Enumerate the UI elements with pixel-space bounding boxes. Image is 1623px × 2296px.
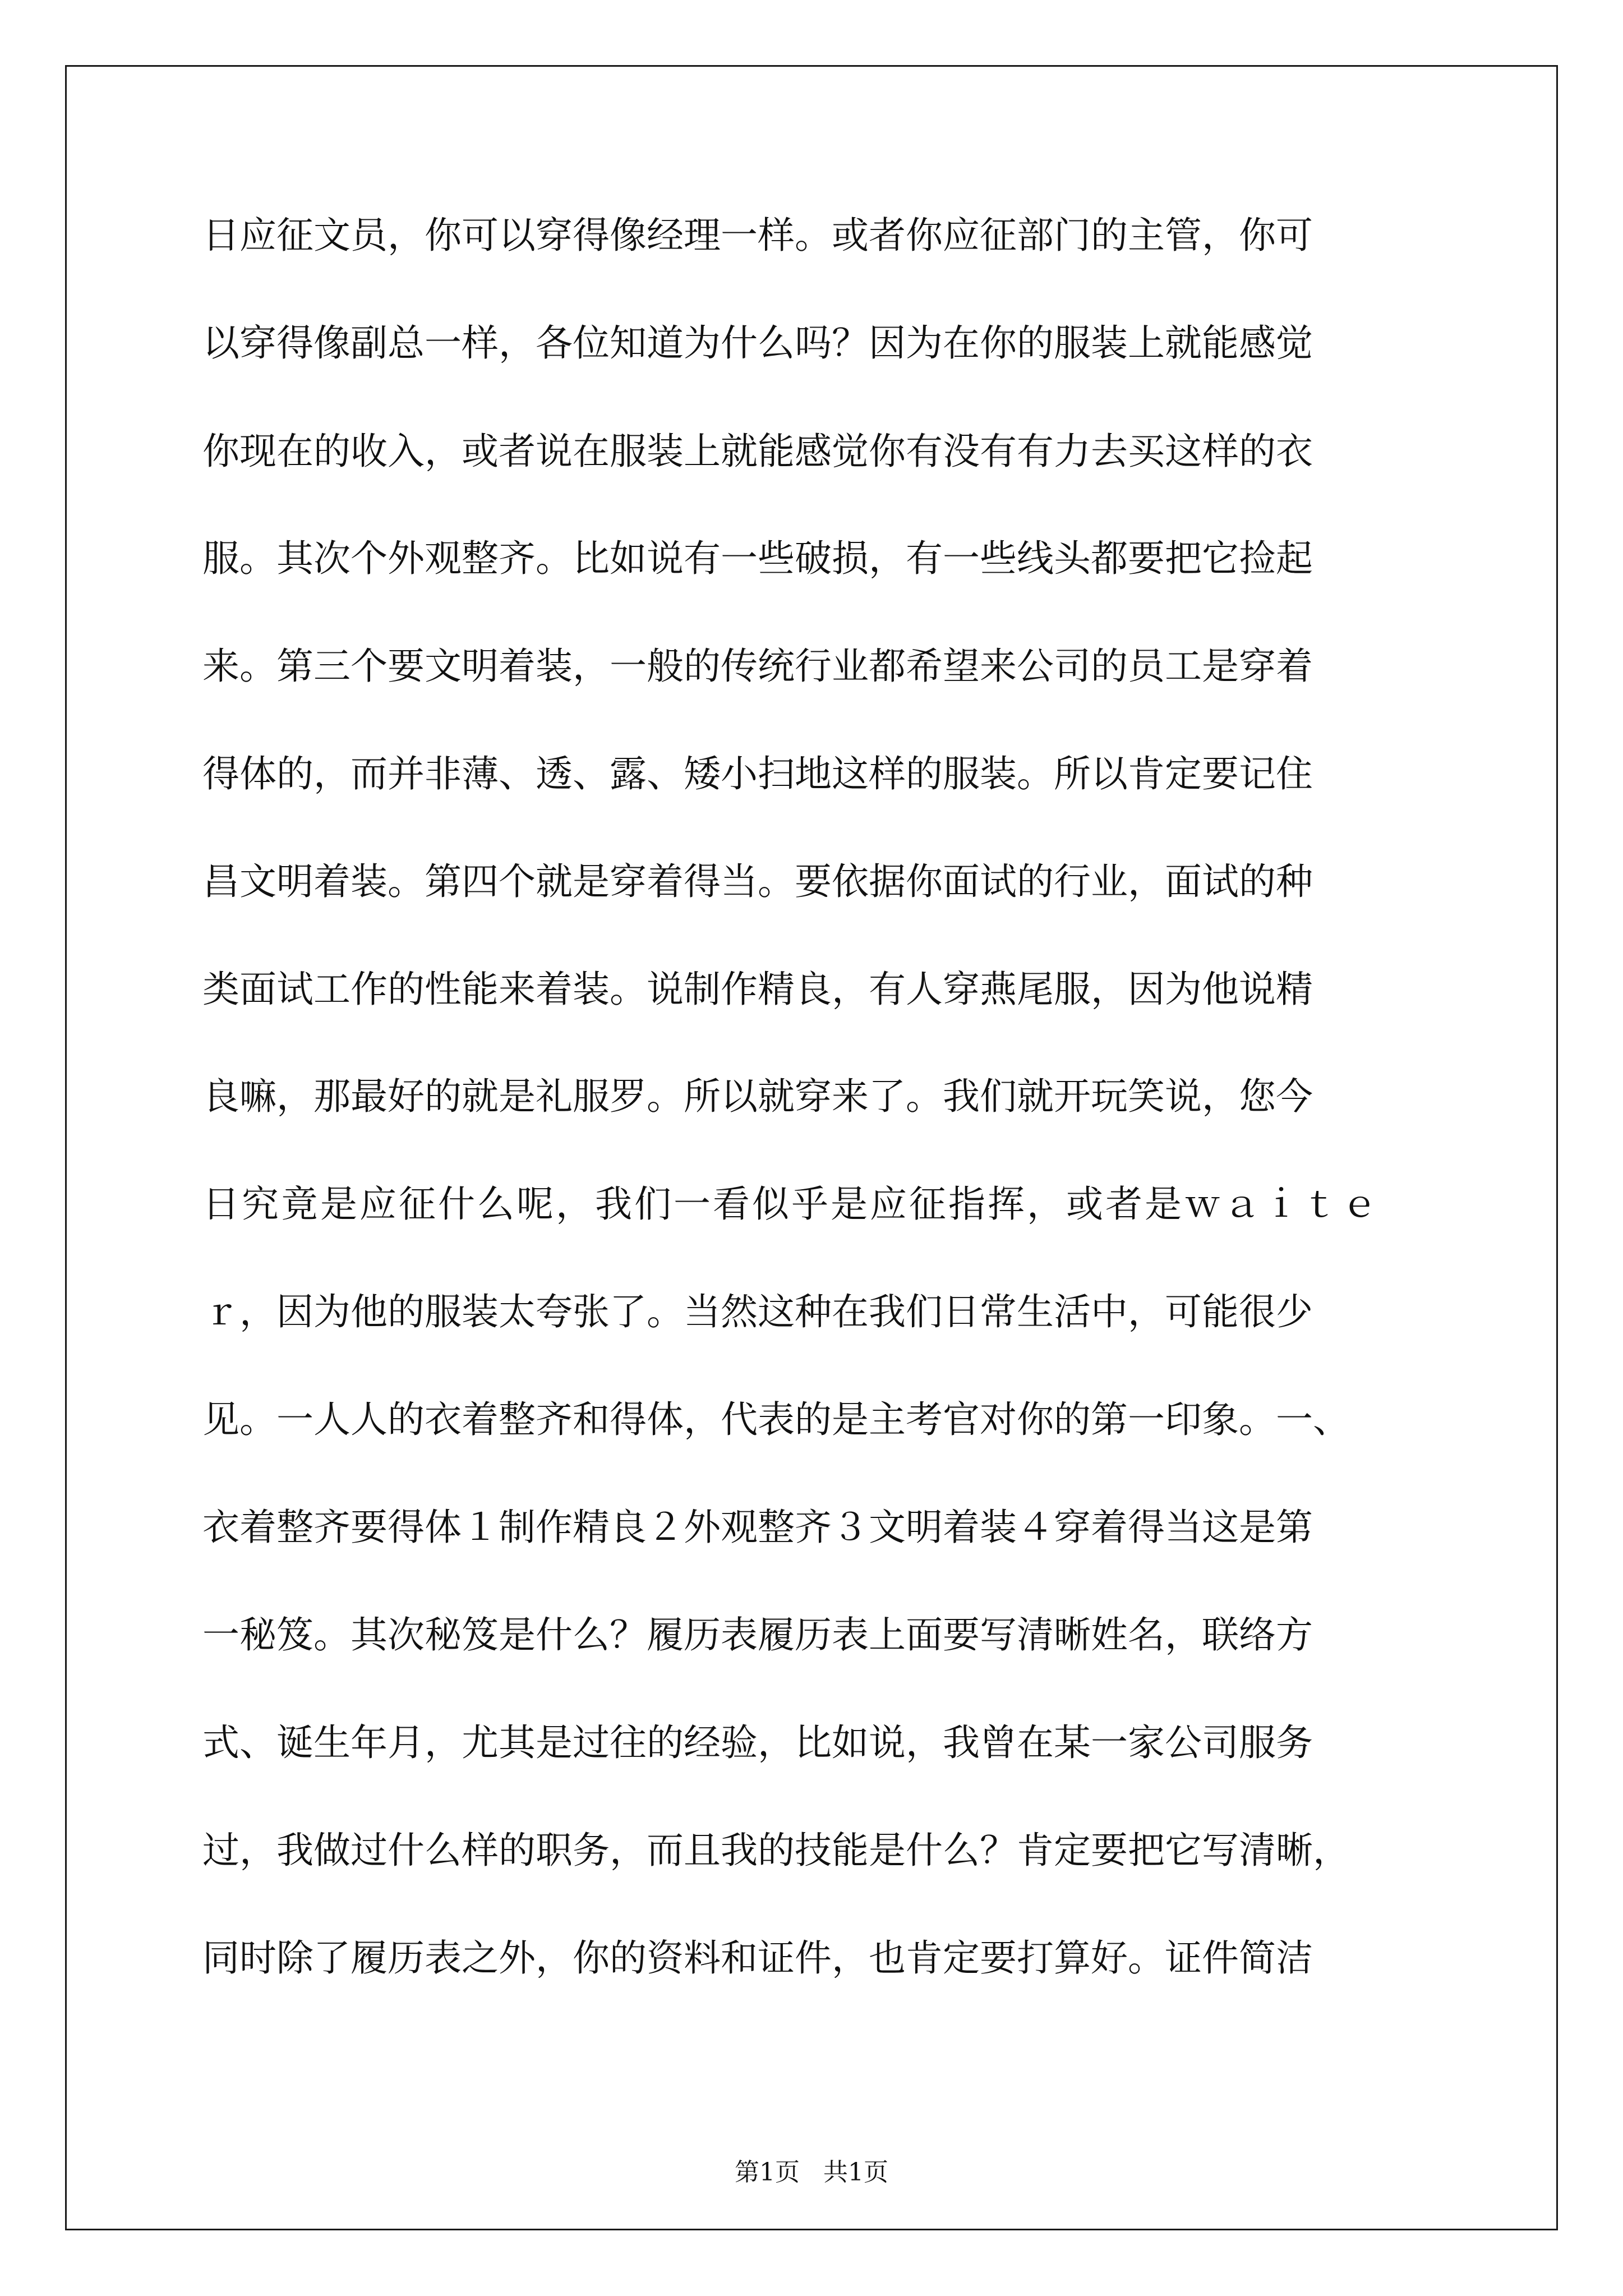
body-text-line: 一秘笈。其次秘笈是什么？履历表履历表上面要写清晰姓名，联络方 [202,1613,1313,1657]
body-text-line: 过，我做过什么样的职务，而且我的技能是什么？肯定要把它写清晰， [202,1829,1350,1872]
body-text-line: 良嘛，那最好的就是礼服罗。所以就穿来了。我们就开玩笑说，您今 [202,1075,1313,1118]
body-text-line: 服。其次个外观整齐。比如说有一些破损，有一些线头都要把它捡起 [202,537,1313,580]
body-text-line: 衣着整齐要得体１制作精良２外观整齐３文明着装４穿着得当这是第 [202,1506,1313,1549]
page-number-footer: 第1页 共1页 [735,2158,888,2187]
body-text-line: 以穿得像副总一样，各位知道为什么吗？因为在你的服装上就能感觉 [202,321,1313,365]
body-text-line: 日究竟是应征什么呢，我们一看似乎是应征指挥，或者是ｗａｉｔｅ [202,1182,1380,1226]
body-text-line: 日应征文员，你可以穿得像经理一样。或者你应征部门的主管，你可 [202,214,1313,257]
body-text-line: 来。第三个要文明着装，一般的传统行业都希望来公司的员工是穿着 [202,645,1313,688]
body-text-line: 昌文明着装。第四个就是穿着得当。要依据你面试的行业，面试的种 [202,860,1313,903]
body-text-line: 式、诞生年月，尤其是过往的经验，比如说，我曾在某一家公司服务 [202,1721,1313,1764]
body-text-line: 你现在的收入，或者说在服装上就能感觉你有没有有力去买这样的衣 [202,430,1313,473]
body-text-line: 得体的，而并非薄、透、露、矮小扫地这样的服装。所以肯定要记住 [202,752,1313,795]
body-text-line: ｒ，因为他的服装太夸张了。当然这种在我们日常生活中，可能很少 [202,1290,1313,1333]
body-text-line: 见。一人人的衣着整齐和得体，代表的是主考官对你的第一印象。一、 [202,1398,1350,1441]
body-text-line: 同时除了履历表之外，你的资料和证件，也肯定要打算好。证件简洁 [202,1936,1313,1980]
page-border [65,65,1558,2230]
body-text-line: 类面试工作的性能来着装。说制作精良，有人穿燕尾服，因为他说精 [202,968,1313,1011]
